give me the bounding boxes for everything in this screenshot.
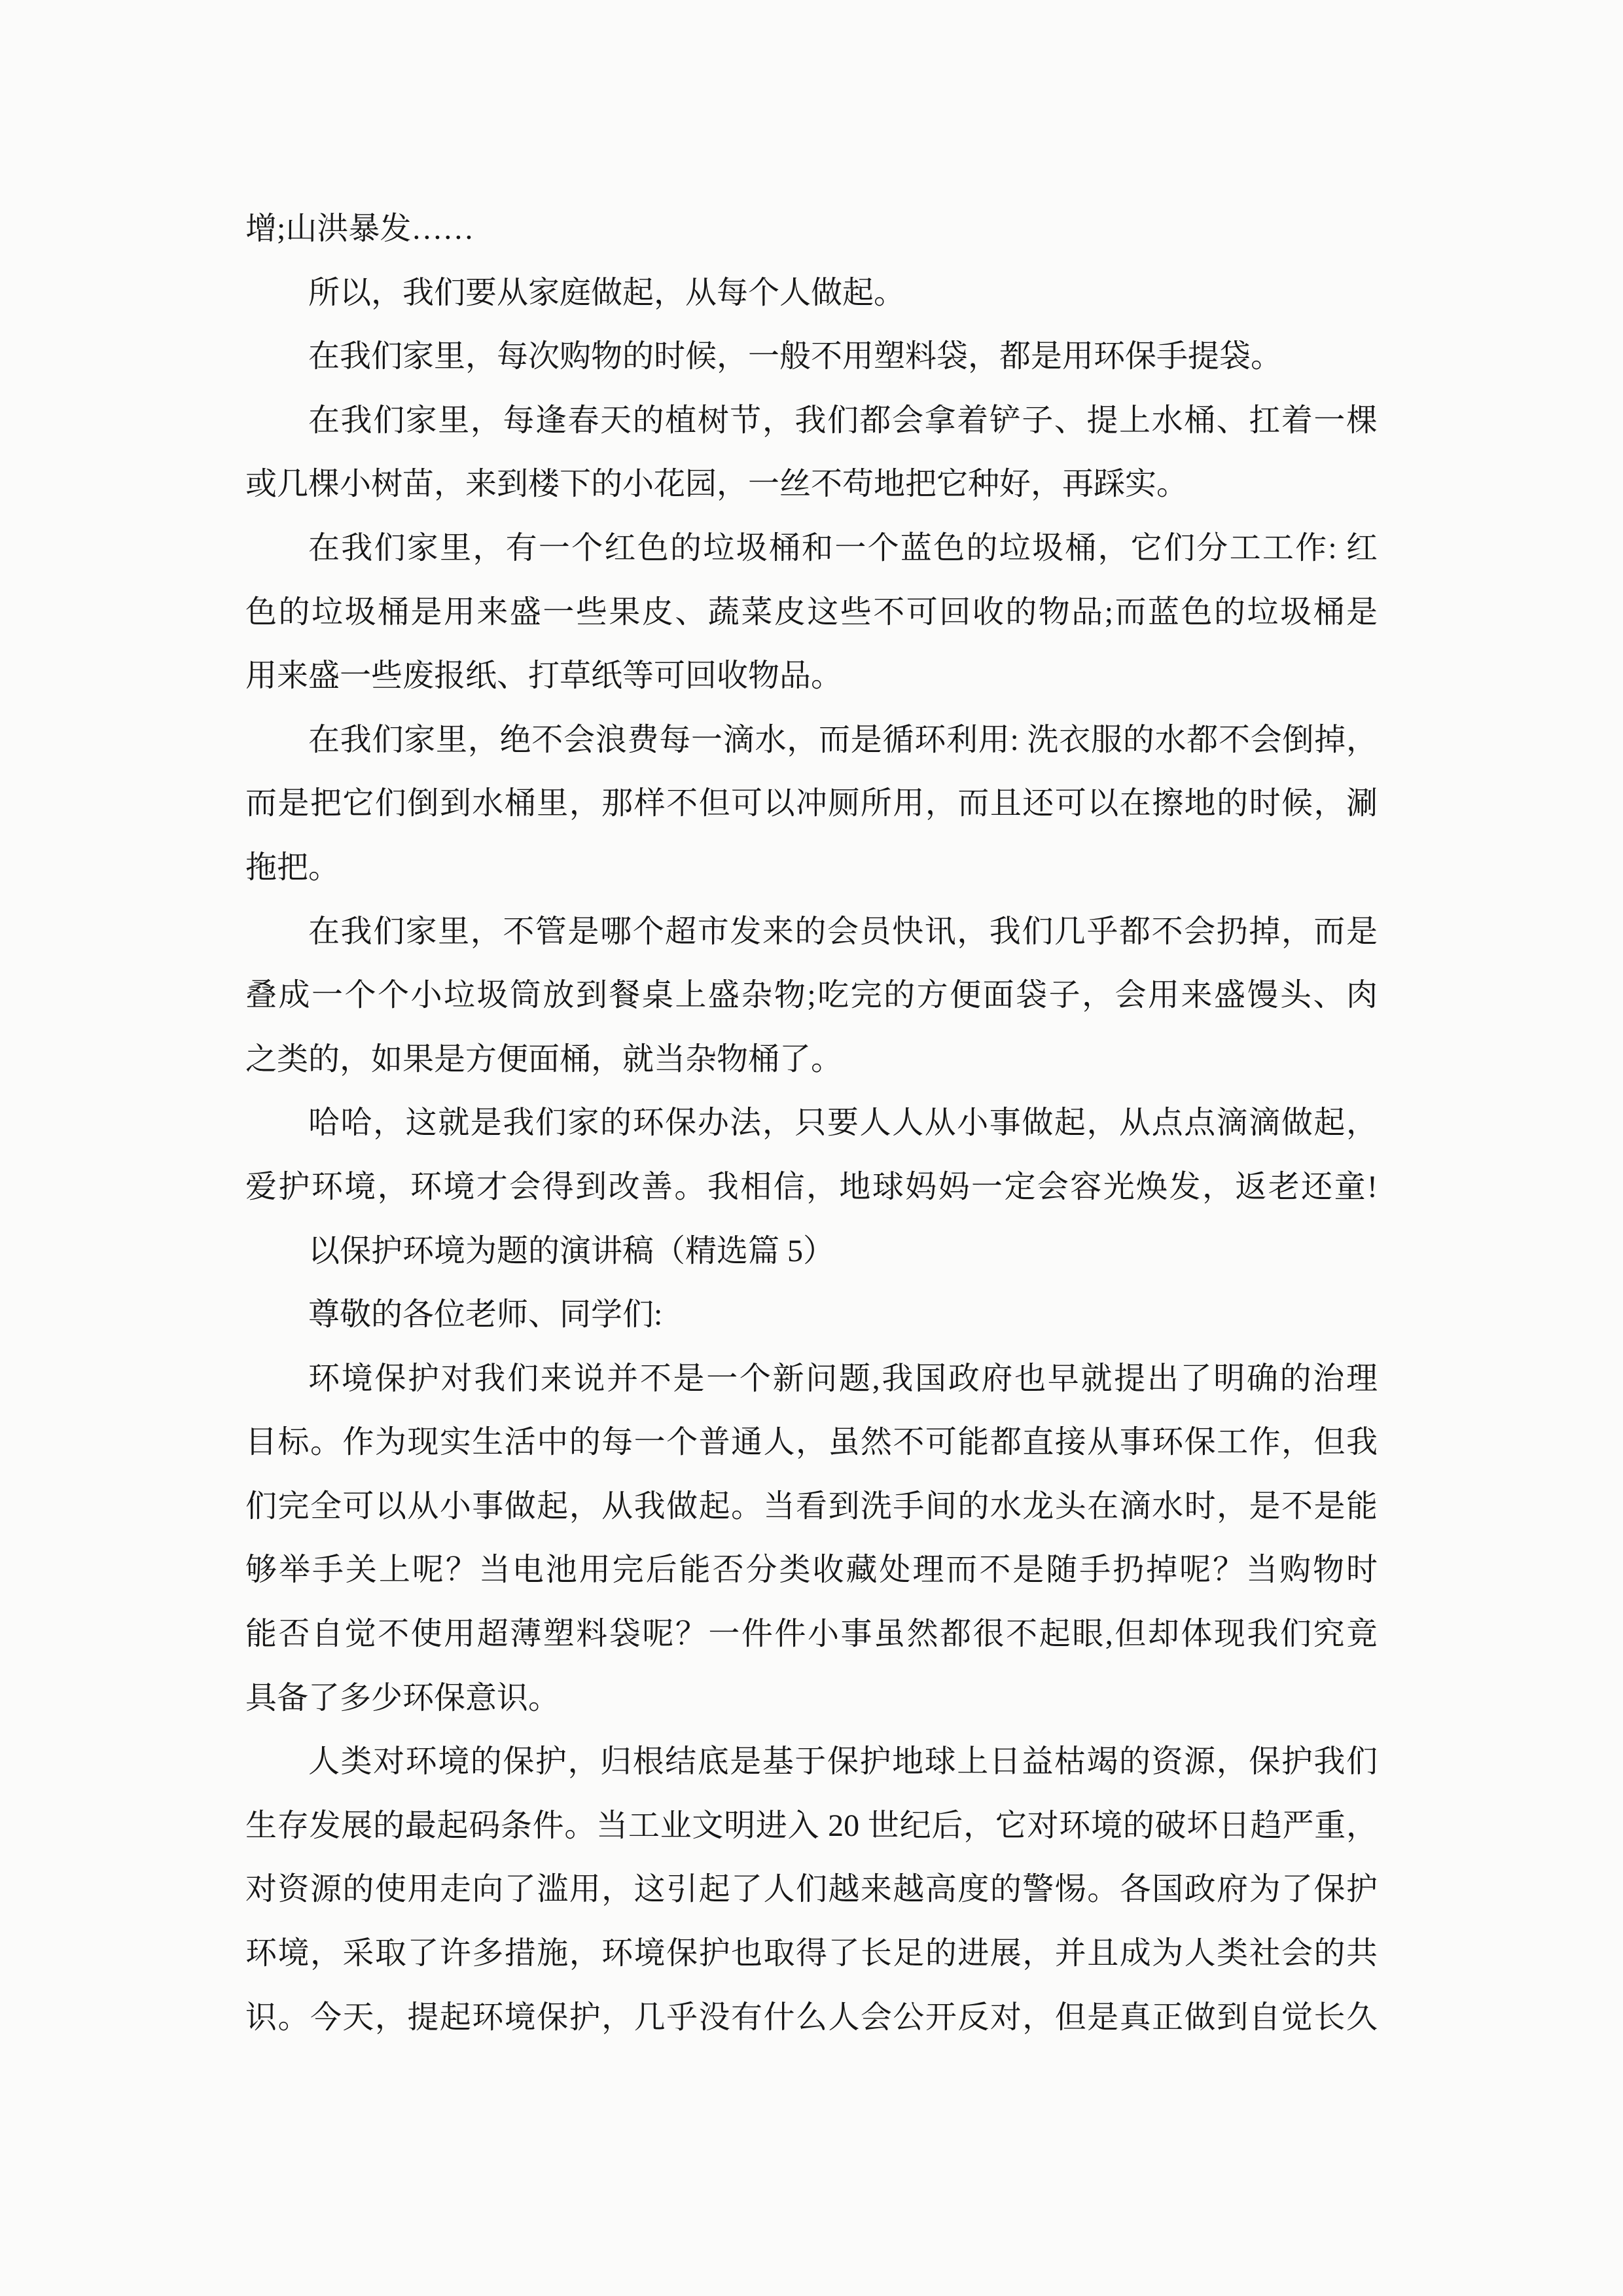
text-line: 或几棵小树苗，来到楼下的小花园，一丝不苟地把它种好，再踩实。 xyxy=(245,467,1188,502)
text-line: 哈哈，这就是我们家的环保办法，只要人人从小事做起，从点点滴滴做起， xyxy=(308,1105,1378,1141)
text-line: 而是把它们倒到水桶里，那样不但可以冲厕所用，而且还可以在擦地的时候，涮 xyxy=(245,786,1378,821)
text-line: 对资源的使用走向了滥用，这引起了人们越来越高度的警惕。各国政府为了保护 xyxy=(245,1872,1378,1907)
text-line: 环境，采取了许多措施，环境保护也取得了长足的进展，并且成为人类社会的共 xyxy=(245,1936,1378,1971)
text-line: 识。今天，提起环境保护，几乎没有什么人会公开反对，但是真正做到自觉长久 xyxy=(245,2000,1378,2035)
text-line: 色的垃圾桶是用来盛一些果皮、蔬菜皮这些不可回收的物品;而蓝色的垃圾桶是 xyxy=(245,594,1378,630)
text-line: 在我们家里，每逢春天的植树节，我们都会拿着铲子、提上水桶、扛着一棵 xyxy=(308,403,1378,438)
text-line: 尊敬的各位老师、同学们: xyxy=(308,1297,663,1333)
text-line: 所以，我们要从家庭做起，从每个人做起。 xyxy=(308,275,906,310)
text-line: 够举手关上呢？当电池用完后能否分类收藏处理而不是随手扔掉呢？当购物时 xyxy=(245,1552,1378,1588)
text-line: 拖把。 xyxy=(245,850,340,885)
text-line: 们完全可以从小事做起，从我做起。当看到洗手间的水龙头在滴水时，是不是能 xyxy=(245,1488,1378,1524)
text-line: 之类的，如果是方便面桶，就当杂物桶了。 xyxy=(245,1041,843,1077)
text-line: 用来盛一些废报纸、打草纸等可回收物品。 xyxy=(245,658,843,694)
text-line: 叠成一个个小垃圾筒放到餐桌上盛杂物;吃完的方便面袋子，会用来盛馒头、肉 xyxy=(245,978,1378,1013)
document-body xyxy=(245,197,1378,2049)
text-line: 具备了多少环保意识。 xyxy=(245,1680,560,1715)
text-line: 能否自觉不使用超薄塑料袋呢？一件件小事虽然都很不起眼,但却体现我们究竟 xyxy=(245,1617,1378,1652)
text-line: 人类对环境的保护，归根结底是基于保护地球上日益枯竭的资源，保护我们 xyxy=(308,1744,1378,1780)
text-line: 环境保护对我们来说并不是一个新问题,我国政府也早就提出了明确的治理 xyxy=(308,1361,1378,1396)
text-line: 在我们家里，有一个红色的垃圾桶和一个蓝色的垃圾桶，它们分工工作: 红 xyxy=(308,530,1378,565)
text-line: 在我们家里，每次购物的时候，一般不用塑料袋，都是用环保手提袋。 xyxy=(308,339,1283,374)
text-line: 增;山洪暴发…… xyxy=(245,211,474,246)
text-line: 在我们家里，绝不会浪费每一滴水，而是循环利用: 洗衣服的水都不会倒掉， xyxy=(308,722,1378,757)
text-line: 目标。作为现实生活中的每一个普通人，虽然不可能都直接从事环保工作，但我 xyxy=(245,1425,1378,1460)
text-line: 以保护环境为题的演讲稿（精选篇 5） xyxy=(308,1233,835,1268)
text-line: 在我们家里，不管是哪个超市发来的会员快讯，我们几乎都不会扔掉，而是 xyxy=(308,914,1378,949)
text-line: 爱护环境，环境才会得到改善。我相信，地球妈妈一定会容光焕发，返老还童! xyxy=(245,1169,1378,1204)
text-line: 生存发展的最起码条件。当工业文明进入 20 世纪后，它对环境的破坏日趋严重， xyxy=(245,1808,1378,1843)
